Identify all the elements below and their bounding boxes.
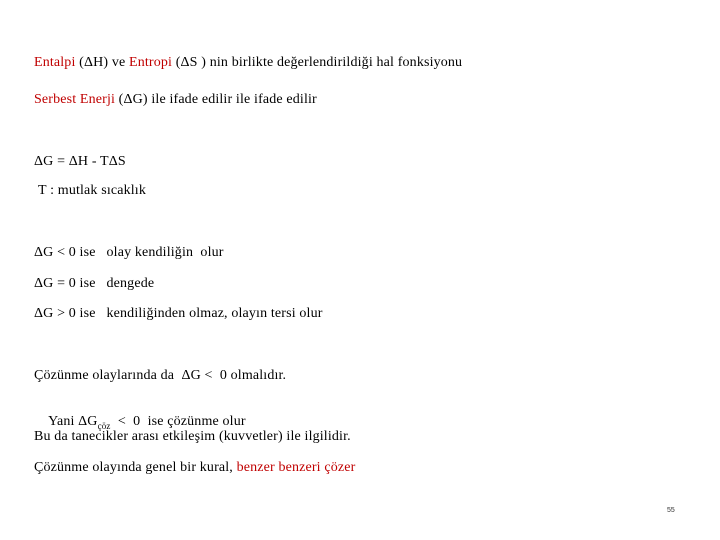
interaction-note: Bu da tanecikler arası etkileşim (kuvvetler) ile ilgilidir.	[34, 429, 351, 444]
free-energy-term: Serbest Enerji	[34, 92, 116, 107]
dissolution-condition: Çözünme olaylarında da ΔG < 0 olmalıdır.	[34, 368, 287, 383]
state-function-text: (ΔS ) nin birlikte değerlendirildiği hal fonksiyonu	[172, 55, 463, 70]
condition-zero: ΔG = 0 ise dengede	[34, 276, 155, 291]
enthalpy-symbol-text: (ΔH) ve	[75, 55, 130, 70]
general-rule-text: Çözünme olayında genel bir kural,	[34, 460, 237, 475]
page-number: 55	[667, 507, 675, 514]
temperature-definition: T : mutlak sıcaklık	[38, 183, 146, 198]
enthalpy-term: Entalpi	[34, 55, 76, 70]
entropy-term: Entropi	[129, 55, 173, 70]
delta-g-text: Yani ΔG	[48, 414, 98, 429]
dissolution-rule-text: < 0 ise çözünme olur	[110, 414, 246, 429]
condition-negative: ΔG < 0 ise olay kendiliğin olur	[34, 245, 224, 260]
like-dissolves-like: benzer benzeri çözer	[236, 460, 356, 475]
enthalpy-entropy-line	[34, 55, 462, 71]
general-rule-line	[34, 460, 355, 476]
free-energy-line	[34, 92, 317, 108]
free-energy-text: (ΔG) ile ifade edilir ile ifade edilir	[115, 92, 317, 107]
condition-positive: ΔG > 0 ise kendiliğinden olmaz, olayın tersi olur	[34, 306, 323, 321]
gibbs-equation: ΔG = ΔH - TΔS	[34, 154, 126, 169]
subscript-coz: çöz	[97, 421, 111, 431]
